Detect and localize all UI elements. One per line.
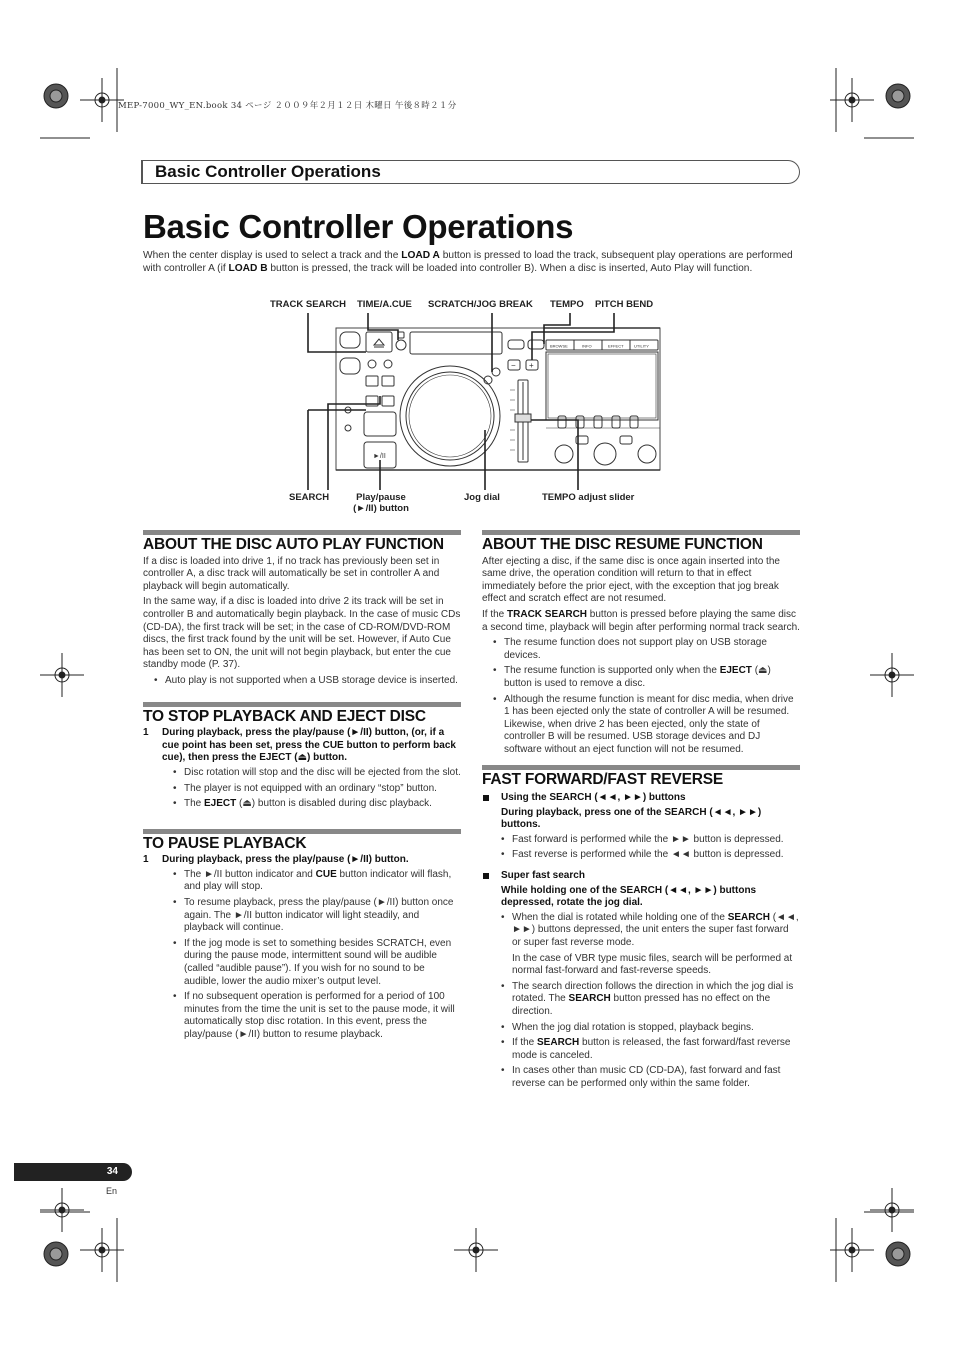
pause-bullet-3: • If the jog mode is set to something besides SCRATCH, even during the pause mode, intermittent sound will be audible (called “audible pause”). If you wish for no sound to be audible, lower the audio mixer’s output level. (173, 938, 461, 988)
pause-bullet-1: • The ►/II button indicator and CUE button indicator will flash, and play will stop. (173, 869, 461, 894)
auto-play-bullet: • Auto play is not supported when a USB storage device is inserted. (154, 675, 461, 688)
label-pitch-bend: PITCH BEND (595, 299, 654, 310)
stop-bullet-3: • The EJECT (⏏) button is disabled during disc playback. (173, 798, 461, 811)
auto-play-p1: If a disc is loaded into drive 1, if no track has previously been set in controller A, a disc track will automatically be set in controller A and playback will begin automatically. (143, 555, 440, 592)
resume-bullet-3: • Although the resume function is meant for disc media, when drive 1 has been ejected only the state of controller A will be resumed. Likewise, when drive 2 has been ejected, only the state of controller B will be resumed. USB storage devices and DJ software without an eject function will not be resumed. (493, 694, 800, 757)
label-jog-dial: Jog dial (464, 492, 500, 503)
heading-ff: FAST FORWARD/FAST REVERSE (482, 770, 724, 788)
label-time-acue: TIME/A.CUE (357, 299, 412, 310)
page-title: Basic Controller Operations (143, 208, 574, 245)
stop-bullet-2: • The player is not equipped with an ordinary “stop” button. (173, 783, 461, 796)
pause-step-1: 1 During playback, press the play/pause (►/II) button. (143, 854, 409, 866)
label-scratch-jog-break: SCRATCH/JOG BREAK (428, 299, 533, 310)
ff-sub2-bullet-2: • The search direction follows the direction in which the jog dial is rotated. The SEARCH button pressed has no effect on the direction. (501, 981, 800, 1019)
left-column (143, 530, 461, 1045)
heading-auto-play: ABOUT THE DISC AUTO PLAY FUNCTION (143, 536, 444, 553)
section-pause (143, 829, 461, 851)
auto-play-p2: In the same way, if a disc is loaded into drive 2 its track will be set in controller B and automatically begin playback. In the case of music CDs (CD-DA), the first track will be set; in the case of CD-ROM/DVD-ROM discs, the first track found by the unit will be set. However, if Auto Cue has been set to ON, the unit will not begin playback, but enter the cue standby mode (P. 37). (143, 596, 461, 671)
ff-sub-2-step: While holding one of the SEARCH (◄◄, ►►) buttons depressed, rotate the jog dial. (501, 884, 757, 909)
pause-bullet-2: • To resume playback, press the play/pause (►/II) button once again. The ►/II button indicator will light steadily, and playback will continue. (173, 897, 461, 935)
resume-p1: After ejecting a disc, if the same disc is once again inserted into the same drive, the operation condition will return to that in effect immediately before the prior eject, with the exception that jog break effect and scratch effect are not resumed. (482, 555, 780, 605)
stop-step-1: 1 During playback, press the play/pause (►/II) button, (or, if a cue point has been set, press the CUE button to perform back cue), then press the EJECT (⏏) button. (143, 727, 456, 764)
heading-pause: TO PAUSE PLAYBACK (143, 834, 307, 852)
ff-sub1-bullet-1: • Fast forward is performed while the ►► button is depressed. (501, 834, 800, 847)
label-tempo-slider: TEMPO adjust slider (542, 492, 635, 503)
page-number-tab: 34 (14, 1163, 132, 1181)
heading-stop: TO STOP PLAYBACK AND EJECT DISC (143, 707, 426, 725)
ff-sub2-bullet-1: • When the dial is rotated while holding one of the SEARCH (◄◄, ►►) buttons depressed, the unit enters the super fast forward or super fast reverse mode. (501, 912, 800, 950)
label-tempo: TEMPO (550, 299, 584, 310)
stop-bullet-1: • Disc rotation will stop and the disc will be ejected from the slot. (173, 767, 461, 780)
resume-bullet-2: • The resume function is supported only when the EJECT (⏏) button is used to remove a disc. (493, 665, 800, 690)
device-browse-label: BROWSE (550, 343, 568, 349)
label-track-search: TRACK SEARCH (270, 299, 346, 310)
section-auto-play (143, 530, 461, 552)
ff-sub1-bullet-2: • Fast reverse is performed while the ◄◄ button is depressed. (501, 849, 800, 862)
device-utility-label: UTILITY (634, 343, 649, 349)
ff-sub2-bullet-5: • In cases other than music CD (CD-DA), fast forward and fast reverse can be performed only within the same folder. (501, 1065, 800, 1090)
right-column (482, 530, 800, 1094)
resume-bullet-1: • The resume function does not support play on USB storage devices. (493, 637, 800, 662)
svg-text:−: − (511, 361, 516, 370)
controller-illustration (300, 310, 670, 490)
resume-p2: If the TRACK SEARCH button is pressed before playing the same disc a second time, playback will begin after performing normal track search. (482, 608, 800, 633)
chapter-title: Basic Controller Operations (155, 162, 381, 181)
ff-sub-1: Using the SEARCH (◄◄, ►►) buttons (482, 792, 800, 805)
ff-sub-1-step: During playback, press one of the SEARCH (◄◄, ►►) buttons. (501, 806, 762, 831)
svg-text:+: + (529, 361, 534, 370)
ff-sub-2: Super fast search (482, 870, 800, 883)
section-ff (482, 765, 800, 787)
file-header: MEP-7000_WY_EN.book 34 ページ ２００９年２月１２日 木曜日 午後８時２１分 (118, 101, 457, 111)
chapter-header-bar (143, 160, 800, 184)
page-language: En (106, 1186, 118, 1196)
intro-text: When the center display is used to select a track and the LOAD A button is pressed to load the track, subsequent play operations are performed with controller A (if LOAD B button is pressed, the track will be loaded into controller B). When a disc is inserted, Auto Play will function. (143, 250, 793, 274)
pause-bullet-4: • If no subsequent operation is performed for a period of 100 minutes from the time the unit is set to the pause mode, it will automatically stop disc rotation. In this event, press the play/pause (►/II) button to resume playback. (173, 991, 461, 1041)
heading-resume: ABOUT THE DISC RESUME FUNCTION (482, 536, 763, 553)
svg-text:►/II: ►/II (373, 453, 386, 460)
label-search: SEARCH (289, 492, 330, 503)
device-effect-label: EFFECT (608, 343, 624, 349)
section-stop (143, 702, 461, 724)
device-info-label: INFO (582, 343, 592, 349)
ff-sub2-bullet-4: • If the SEARCH button is released, the fast forward/fast reverse mode is canceled. (501, 1037, 800, 1062)
section-resume (482, 530, 800, 552)
ff-sub2-note: In the case of VBR type music files, search will be performed at normal fast-forward and fast-reverse speeds. (512, 952, 793, 977)
label-play-pause: Play/pause (►/II) button (353, 492, 409, 514)
ff-sub2-bullet-3: • When the jog dial rotation is stopped, playback begins. (501, 1022, 800, 1035)
